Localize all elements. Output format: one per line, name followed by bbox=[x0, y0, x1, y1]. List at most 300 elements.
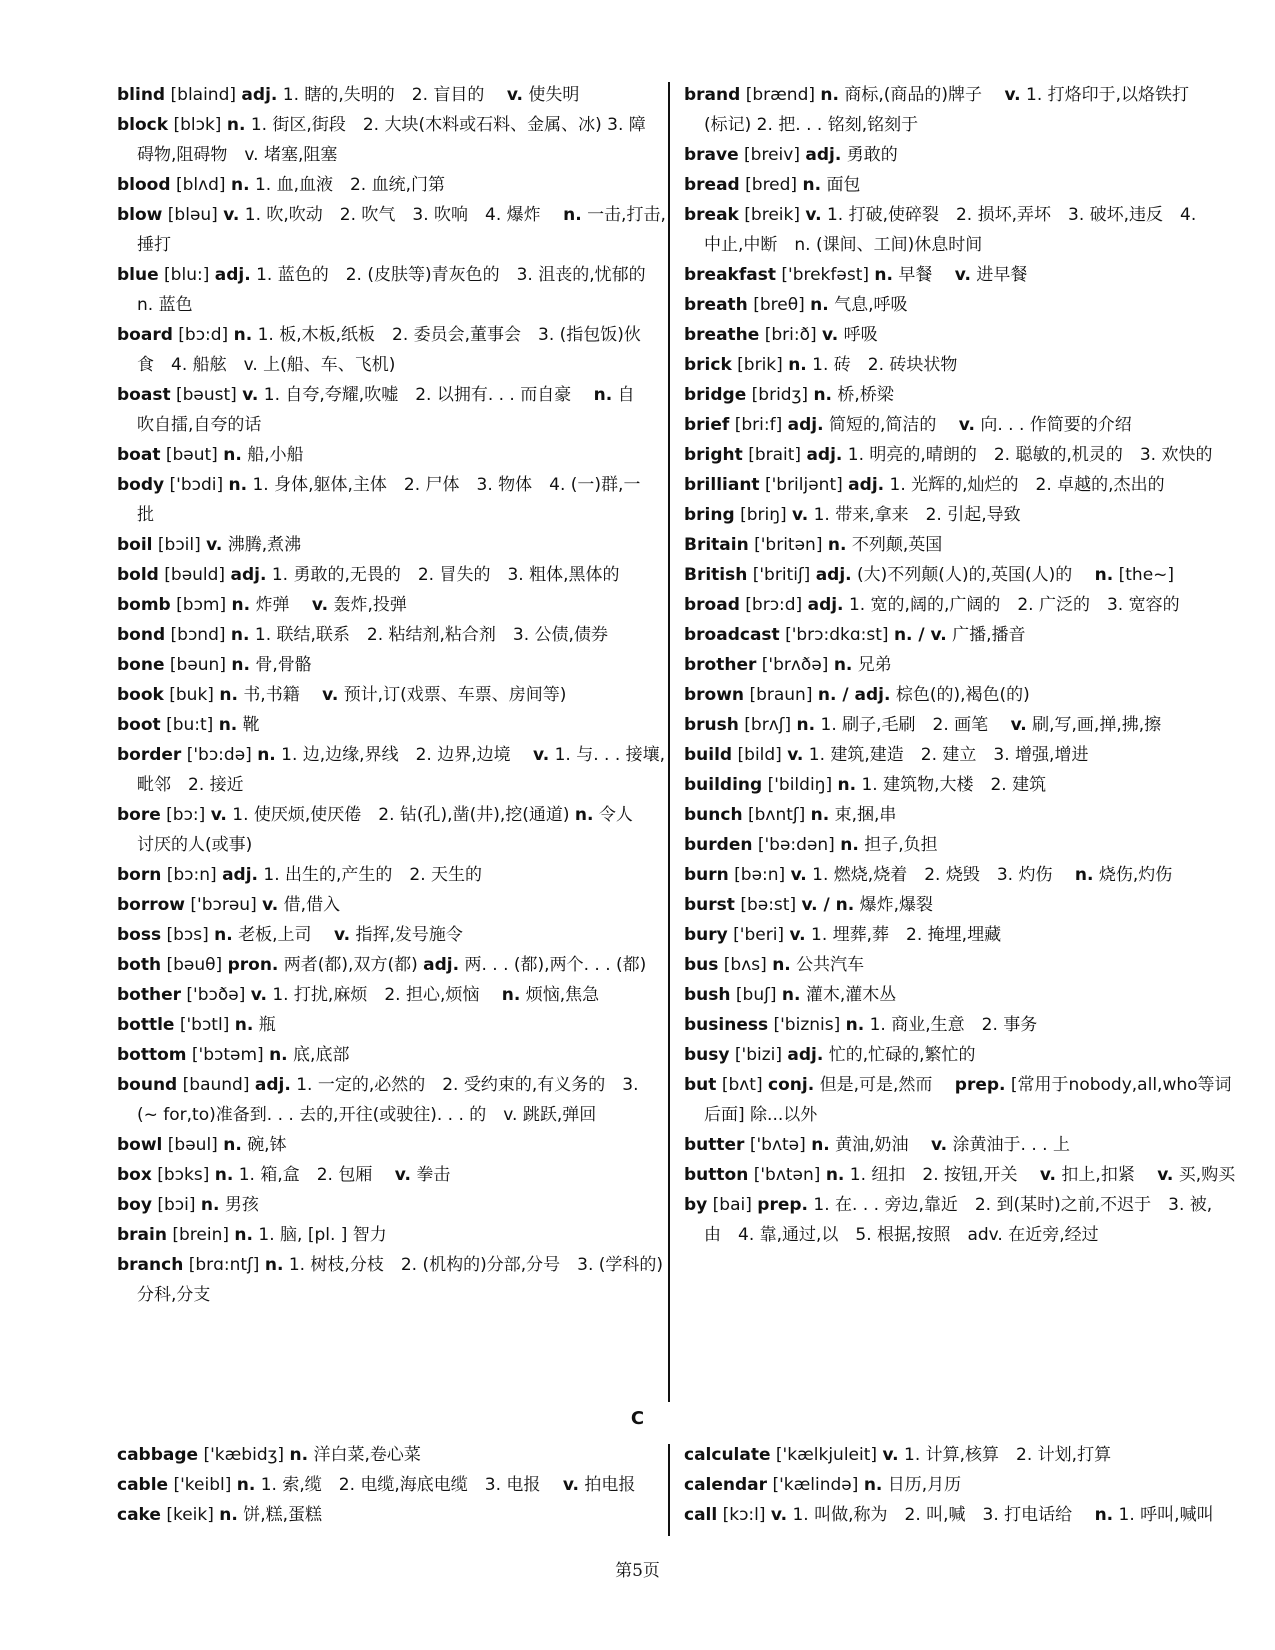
column-divider-top bbox=[668, 82, 670, 1402]
definition-continuation: (~ for,to)准备到. . . 去的,开往(或驶往). . . 的 v. 跳跃,弹回 bbox=[137, 1105, 597, 1125]
headword: bush bbox=[684, 985, 731, 1005]
headword: button bbox=[684, 1165, 749, 1185]
part-of-speech: adj. bbox=[254, 1075, 291, 1095]
definition: 气息,呼吸 bbox=[834, 295, 908, 315]
phonetic: [bɔi] bbox=[157, 1195, 196, 1215]
part-of-speech: n. / adj. bbox=[817, 685, 891, 705]
part-of-speech: adj. bbox=[214, 265, 251, 285]
definition: 1. 出生的,产生的 2. 天生的 bbox=[263, 865, 483, 885]
column-divider-bottom bbox=[668, 1444, 670, 1536]
dictionary-entry bbox=[684, 380, 1244, 410]
part-of-speech: n. bbox=[840, 835, 859, 855]
headword: born bbox=[117, 865, 162, 885]
part-of-speech: v. bbox=[223, 205, 240, 225]
definition: 洋白菜,卷心菜 bbox=[313, 1445, 421, 1465]
dictionary-entry bbox=[117, 710, 657, 740]
phonetic: [bəuθ] bbox=[166, 955, 223, 975]
part-of-speech: v. bbox=[789, 925, 806, 945]
phonetic: ['bɔtl] bbox=[179, 1015, 230, 1035]
headword: burn bbox=[684, 865, 729, 885]
definition: 1. 街区,街段 2. 大块(木料或石料、金属、冰) 3. 障 bbox=[250, 115, 646, 135]
dictionary-entry bbox=[684, 440, 1244, 470]
dictionary-entry bbox=[684, 80, 1244, 140]
definition: 1. 建筑物,大楼 2. 建筑 bbox=[861, 775, 1047, 795]
definition: 1. 燃烧,烧着 2. 烧毁 3. 灼伤 bbox=[812, 865, 1070, 885]
dictionary-entry bbox=[684, 590, 1244, 620]
headword: boat bbox=[117, 445, 161, 465]
definition: [the~] bbox=[1118, 565, 1175, 585]
headword: broad bbox=[684, 595, 740, 615]
definition: 但是,可是,然而 bbox=[819, 1075, 950, 1095]
definition: 船,小船 bbox=[247, 445, 304, 465]
phonetic: [bʌt] bbox=[721, 1075, 763, 1095]
headword: blood bbox=[117, 175, 171, 195]
dictionary-entry bbox=[684, 1500, 1244, 1530]
definition: 1. 商业,生意 2. 事务 bbox=[869, 1015, 1038, 1035]
phonetic: [bri:f] bbox=[734, 415, 783, 435]
definition: 书,书籍 bbox=[243, 685, 317, 705]
dictionary-entry bbox=[117, 1250, 664, 1310]
headword: both bbox=[117, 955, 162, 975]
definition-continuation: 分科,分支 bbox=[137, 1285, 211, 1305]
phonetic: ['bizi] bbox=[734, 1045, 782, 1065]
headword: body bbox=[117, 475, 165, 495]
part-of-speech: adj. bbox=[806, 445, 843, 465]
part-of-speech: v. bbox=[533, 745, 550, 765]
phonetic: [bɔm] bbox=[176, 595, 227, 615]
headword: breath bbox=[684, 295, 748, 315]
dictionary-entry bbox=[684, 740, 1244, 770]
headword: by bbox=[684, 1195, 708, 1215]
headword: bomb bbox=[117, 595, 171, 615]
part-of-speech: v. bbox=[930, 1135, 948, 1155]
definition: 1. 在. . . 旁边,靠近 2. 到(某时)之前,不迟于 3. 被, bbox=[813, 1195, 1213, 1215]
phonetic: [kɔ:l] bbox=[722, 1505, 766, 1525]
phonetic: [breθ] bbox=[753, 295, 805, 315]
part-of-speech: v. bbox=[333, 925, 351, 945]
definition: 1. 宽的,阔的,广阔的 2. 广泛的 3. 宽容的 bbox=[848, 595, 1180, 615]
part-of-speech: n. bbox=[200, 1195, 220, 1215]
definition: 使失明 bbox=[528, 85, 580, 105]
dictionary-entry bbox=[117, 1130, 657, 1160]
definition: 1. 刷子,毛刷 2. 画笔 bbox=[820, 715, 1006, 735]
definition: 1. 一定的,必然的 2. 受约束的,有义务的 3. bbox=[296, 1075, 639, 1095]
phonetic: [brænd] bbox=[745, 85, 816, 105]
dictionary-entry bbox=[684, 320, 1244, 350]
headword: building bbox=[684, 775, 763, 795]
part-of-speech: n. bbox=[827, 535, 847, 555]
dictionary-entry bbox=[684, 410, 1244, 440]
definition: 1. 勇敢的,无畏的 2. 冒失的 3. 粗体,黑体的 bbox=[271, 565, 620, 585]
definition: 1. 瞎的,失明的 2. 盲目的 bbox=[282, 85, 502, 105]
phonetic: [brik] bbox=[737, 355, 783, 375]
phonetic: [bri:ð] bbox=[764, 325, 817, 345]
phonetic: ['kæbidʒ] bbox=[203, 1445, 285, 1465]
headword: build bbox=[684, 745, 733, 765]
headword: broadcast bbox=[684, 625, 780, 645]
dictionary-entry bbox=[117, 80, 657, 110]
definition: 简短的,简洁的 bbox=[828, 415, 954, 435]
definition: 1. 纽扣 2. 按钮,开关 bbox=[849, 1165, 1035, 1185]
dictionary-entry bbox=[117, 860, 657, 890]
definition: 自 bbox=[617, 385, 635, 405]
part-of-speech: v. bbox=[311, 595, 329, 615]
dictionary-entry bbox=[684, 710, 1244, 740]
definition: 进早餐 bbox=[976, 265, 1028, 285]
part-of-speech: n. bbox=[811, 1135, 830, 1155]
phonetic: [blaind] bbox=[170, 85, 237, 105]
definition: 兄弟 bbox=[857, 655, 892, 675]
definition: 1. 吹,吹动 2. 吹气 3. 吹响 4. 爆炸 bbox=[244, 205, 558, 225]
headword: bright bbox=[684, 445, 743, 465]
definition: 呼吸 bbox=[843, 325, 878, 345]
part-of-speech: n. bbox=[230, 175, 250, 195]
part-of-speech: n. bbox=[214, 925, 233, 945]
part-of-speech: n. bbox=[563, 205, 582, 225]
headword: breakfast bbox=[684, 265, 776, 285]
headword: bus bbox=[684, 955, 719, 975]
dictionary-entry bbox=[117, 1440, 657, 1470]
phonetic: [bɔ:n] bbox=[166, 865, 217, 885]
part-of-speech: v. bbox=[787, 745, 804, 765]
dictionary-entry bbox=[684, 620, 1244, 650]
part-of-speech: n. bbox=[289, 1445, 309, 1465]
part-of-speech: v. bbox=[322, 685, 339, 705]
dictionary-entry bbox=[684, 470, 1244, 500]
part-of-speech: v. bbox=[954, 265, 971, 285]
headword: book bbox=[117, 685, 164, 705]
phonetic: [bred] bbox=[745, 175, 798, 195]
phonetic: [buk] bbox=[169, 685, 214, 705]
definition: 拍电报 bbox=[584, 1475, 636, 1495]
c-left-column bbox=[117, 1440, 657, 1530]
definition: 1. 砖 2. 砖块状物 bbox=[812, 355, 958, 375]
phonetic: [bɔ:d] bbox=[178, 325, 229, 345]
headword: bowl bbox=[117, 1135, 163, 1155]
definition: 碗,钵 bbox=[247, 1135, 287, 1155]
part-of-speech: v. / n. bbox=[801, 895, 855, 915]
part-of-speech: conj. bbox=[768, 1075, 815, 1095]
definition: 刷,写,画,掸,拂,擦 bbox=[1032, 715, 1162, 735]
definition: [常用于nobody,all,who等词 bbox=[1010, 1075, 1232, 1095]
phonetic: [bɔnd] bbox=[170, 625, 226, 645]
dictionary-entry bbox=[117, 530, 657, 560]
definition: 轰炸,投弹 bbox=[333, 595, 407, 615]
headword: breathe bbox=[684, 325, 760, 345]
definition: 1. 明亮的,晴朗的 2. 聪敏的,机灵的 3. 欢快的 bbox=[847, 445, 1213, 465]
definition: 1. 打扰,麻烦 2. 担心,烦恼 bbox=[272, 985, 497, 1005]
headword: brick bbox=[684, 355, 732, 375]
phonetic: ['brʌðə] bbox=[761, 655, 829, 675]
section-letter: C bbox=[630, 1408, 645, 1429]
definition: 1. 板,木板,纸板 2. 委员会,董事会 3. (指包饭)伙 bbox=[257, 325, 641, 345]
part-of-speech: prep. bbox=[757, 1195, 808, 1215]
definition: 两者(都),双方(都) bbox=[283, 955, 424, 975]
dictionary-entry bbox=[684, 890, 1244, 920]
part-of-speech: v. bbox=[790, 865, 807, 885]
part-of-speech: n. bbox=[810, 805, 830, 825]
headword: call bbox=[684, 1505, 718, 1525]
phonetic: ['bɔðə] bbox=[186, 985, 246, 1005]
part-of-speech: n. bbox=[820, 85, 839, 105]
phonetic: [bʌs] bbox=[723, 955, 767, 975]
definition-continuation: 毗邻 2. 接近 bbox=[137, 775, 244, 795]
definition: 1. 叫做,称为 2. 叫,喊 3. 打电话给 bbox=[792, 1505, 1090, 1525]
dictionary-entry bbox=[117, 800, 657, 860]
definition-continuation: 中止,中断 n. (课间、工间)休息时间 bbox=[704, 235, 983, 255]
dictionary-entry bbox=[684, 1070, 1244, 1130]
part-of-speech: n. bbox=[230, 625, 250, 645]
part-of-speech: n. bbox=[236, 1475, 256, 1495]
dictionary-entry bbox=[684, 860, 1244, 890]
dictionary-entry bbox=[117, 1040, 657, 1070]
headword: but bbox=[684, 1075, 717, 1095]
headword: brother bbox=[684, 655, 757, 675]
part-of-speech: n. bbox=[1094, 1505, 1114, 1525]
part-of-speech: adj. bbox=[805, 145, 842, 165]
headword: brand bbox=[684, 85, 741, 105]
headword: boast bbox=[117, 385, 171, 405]
dictionary-entry bbox=[117, 1500, 657, 1530]
definition: 老板,上司 bbox=[238, 925, 329, 945]
phonetic: [blʌd] bbox=[175, 175, 226, 195]
headword: bread bbox=[684, 175, 740, 195]
definition: 1. 带来,拿来 2. 引起,导致 bbox=[813, 505, 1021, 525]
part-of-speech: n. bbox=[214, 1165, 234, 1185]
headword: break bbox=[684, 205, 739, 225]
headword: bury bbox=[684, 925, 728, 945]
definition: 棕色(的),褐色(的) bbox=[895, 685, 1030, 705]
dictionary-entry bbox=[684, 200, 1244, 260]
part-of-speech: n. bbox=[813, 385, 833, 405]
phonetic: ['bɔ:də] bbox=[186, 745, 252, 765]
part-of-speech: n. bbox=[837, 775, 857, 795]
part-of-speech: v. bbox=[506, 85, 523, 105]
definition: (大)不列颠(人)的,英国(人)的 bbox=[857, 565, 1090, 585]
definition: 1. 呼叫,喊叫 bbox=[1118, 1505, 1214, 1525]
definition: 早餐 bbox=[898, 265, 950, 285]
definition: 炸弹 bbox=[255, 595, 307, 615]
phonetic: ['beri] bbox=[733, 925, 785, 945]
headword: busy bbox=[684, 1045, 730, 1065]
part-of-speech: adj. bbox=[815, 565, 852, 585]
part-of-speech: n. bbox=[574, 805, 594, 825]
phonetic: [keik] bbox=[166, 1505, 214, 1525]
phonetic: [bəut] bbox=[165, 445, 218, 465]
definition: 买,购买 bbox=[1178, 1165, 1236, 1185]
definition: 日历,月历 bbox=[887, 1475, 962, 1495]
definition: 令人 bbox=[598, 805, 633, 825]
part-of-speech: v. bbox=[958, 415, 975, 435]
dictionary-entry bbox=[684, 560, 1244, 590]
left-column bbox=[117, 80, 666, 1310]
dictionary-entry bbox=[117, 560, 657, 590]
headword: bring bbox=[684, 505, 735, 525]
part-of-speech: n. bbox=[593, 385, 613, 405]
part-of-speech: n. bbox=[223, 1135, 242, 1155]
headword: bone bbox=[117, 655, 165, 675]
definition: 借,借入 bbox=[283, 895, 341, 915]
phonetic: ['bʌtən] bbox=[753, 1165, 821, 1185]
phonetic: ['bildiŋ] bbox=[767, 775, 833, 795]
part-of-speech: n. bbox=[796, 715, 816, 735]
headword: border bbox=[117, 745, 182, 765]
dictionary-entry bbox=[684, 140, 1244, 170]
definition: 1. 计算,核算 2. 计划,打算 bbox=[904, 1445, 1112, 1465]
headword: brown bbox=[684, 685, 745, 705]
dictionary-entry bbox=[684, 950, 1244, 980]
part-of-speech: v. bbox=[805, 205, 822, 225]
part-of-speech: n. bbox=[781, 985, 801, 1005]
part-of-speech: n. bbox=[1074, 865, 1094, 885]
definition: 1. 埋葬,葬 2. 掩埋,埋藏 bbox=[811, 925, 1002, 945]
definition: 1. 与. . . 接壤, bbox=[554, 745, 666, 765]
phonetic: [bɔks] bbox=[157, 1165, 210, 1185]
definition: 1. 建筑,建造 2. 建立 3. 增强,增进 bbox=[808, 745, 1089, 765]
definition: 黄油,奶油 bbox=[835, 1135, 926, 1155]
definition: 男孩 bbox=[224, 1195, 259, 1215]
dictionary-entry bbox=[117, 1190, 657, 1220]
dictionary-entry bbox=[117, 890, 657, 920]
dictionary-entry bbox=[117, 650, 657, 680]
definition: 灌木,灌木丛 bbox=[805, 985, 897, 1005]
phonetic: [bɔ:] bbox=[166, 805, 206, 825]
phonetic: [brʌʃ] bbox=[744, 715, 792, 735]
headword: boot bbox=[117, 715, 161, 735]
definition: 1. 使厌烦,使厌倦 2. 钻(孔),凿(井),挖(通道) bbox=[232, 805, 575, 825]
dictionary-entry bbox=[117, 980, 657, 1010]
definition: 瓶 bbox=[258, 1015, 276, 1035]
definition: 不列颠,英国 bbox=[851, 535, 943, 555]
headword: British bbox=[684, 565, 748, 585]
definition: 1. 血,血液 2. 血统,门第 bbox=[254, 175, 446, 195]
part-of-speech: adj. bbox=[787, 1045, 824, 1065]
definition: 束,捆,串 bbox=[834, 805, 897, 825]
part-of-speech: n. bbox=[501, 985, 521, 1005]
page-number: 第5页 bbox=[615, 1561, 660, 1581]
part-of-speech: v. bbox=[822, 325, 839, 345]
definition-continuation: 吹自擂,自夸的话 bbox=[137, 415, 262, 435]
part-of-speech: n. bbox=[810, 295, 829, 315]
headword: cabbage bbox=[117, 1445, 199, 1465]
phonetic: [braun] bbox=[749, 685, 813, 705]
headword: calendar bbox=[684, 1475, 768, 1495]
dictionary-entry bbox=[684, 1040, 1244, 1070]
definition-continuation: 由 4. 靠,通过,以 5. 根据,按照 adv. 在近旁,经过 bbox=[704, 1225, 1099, 1245]
part-of-speech: n. bbox=[264, 1255, 284, 1275]
dictionary-entry bbox=[684, 650, 1244, 680]
part-of-speech: v. bbox=[792, 505, 809, 525]
definition: 扣上,扣紧 bbox=[1061, 1165, 1152, 1185]
headword: block bbox=[117, 115, 169, 135]
headword: borrow bbox=[117, 895, 185, 915]
dictionary-entry bbox=[684, 680, 1244, 710]
phonetic: ['kælkjuleit] bbox=[775, 1445, 878, 1465]
headword: Britain bbox=[684, 535, 749, 555]
part-of-speech: adj. bbox=[222, 865, 258, 885]
definition: 烧伤,灼伤 bbox=[1098, 865, 1173, 885]
definition: 1. 边,边缘,界线 2. 边界,边境 bbox=[281, 745, 528, 765]
headword: boy bbox=[117, 1195, 152, 1215]
dictionary-entry bbox=[117, 680, 657, 710]
phonetic: [bʌntʃ] bbox=[747, 805, 806, 825]
definition: 涂黄油于. . . 上 bbox=[952, 1135, 1070, 1155]
part-of-speech: n. bbox=[788, 355, 807, 375]
definition: 靴 bbox=[242, 715, 260, 735]
phonetic: ['bə:dən] bbox=[757, 835, 835, 855]
dictionary-entry bbox=[684, 350, 1244, 380]
dictionary-entry bbox=[117, 440, 657, 470]
phonetic: [bə:st] bbox=[740, 895, 797, 915]
phonetic: ['briljənt] bbox=[764, 475, 843, 495]
headword: cable bbox=[117, 1475, 169, 1495]
phonetic: [brɑ:ntʃ] bbox=[188, 1255, 260, 1275]
definition: 爆炸,爆裂 bbox=[859, 895, 934, 915]
dictionary-entry bbox=[684, 1010, 1244, 1040]
definition-continuation: 批 bbox=[137, 505, 154, 525]
definition: 两. . . (都),两个. . . (都) bbox=[464, 955, 647, 975]
c-right-column bbox=[684, 1440, 1244, 1530]
part-of-speech: adj. bbox=[230, 565, 267, 585]
phonetic: ['biznis] bbox=[773, 1015, 841, 1035]
definition: 1. 身体,躯体,主体 2. 尸体 3. 物体 4. (一)群,一 bbox=[252, 475, 641, 495]
part-of-speech: n. bbox=[772, 955, 791, 975]
phonetic: [brein] bbox=[172, 1225, 230, 1245]
phonetic: [bləu] bbox=[167, 205, 218, 225]
dictionary-entry bbox=[117, 920, 657, 950]
headword: brave bbox=[684, 145, 739, 165]
definition: 向. . . 作简要的介绍 bbox=[980, 415, 1132, 435]
part-of-speech: adj. bbox=[807, 595, 844, 615]
phonetic: [bu:t] bbox=[166, 715, 214, 735]
dictionary-entry bbox=[684, 1440, 1244, 1470]
headword: bottle bbox=[117, 1015, 175, 1035]
definition-continuation: (标记) 2. 把. . . 铭刻,铭刻于 bbox=[704, 115, 919, 135]
headword: bother bbox=[117, 985, 181, 1005]
dictionary-entry bbox=[684, 920, 1244, 950]
phonetic: [briŋ] bbox=[740, 505, 787, 525]
definition: 指挥,发号施令 bbox=[355, 925, 463, 945]
part-of-speech: v. bbox=[1039, 1165, 1057, 1185]
phonetic: [bɔs] bbox=[166, 925, 209, 945]
headword: bridge bbox=[684, 385, 747, 405]
headword: butter bbox=[684, 1135, 745, 1155]
headword: boil bbox=[117, 535, 153, 555]
definition: 勇敢的 bbox=[846, 145, 898, 165]
dictionary-entry bbox=[117, 620, 657, 650]
phonetic: [bridʒ] bbox=[751, 385, 809, 405]
definition: 1. 打破,使碎裂 2. 损坏,弄坏 3. 破坏,违反 4. bbox=[826, 205, 1197, 225]
part-of-speech: n. bbox=[833, 655, 853, 675]
dictionary-entry bbox=[117, 1220, 657, 1250]
phonetic: ['britən] bbox=[754, 535, 823, 555]
headword: bold bbox=[117, 565, 159, 585]
dictionary-entry bbox=[684, 1160, 1244, 1190]
dictionary-entry bbox=[684, 800, 1244, 830]
part-of-speech: n. bbox=[802, 175, 822, 195]
part-of-speech: n. bbox=[233, 325, 253, 345]
dictionary-entry bbox=[117, 320, 657, 380]
dictionary-entry bbox=[117, 1160, 657, 1190]
dictionary-entry bbox=[684, 770, 1244, 800]
definition: 沸腾,煮沸 bbox=[227, 535, 302, 555]
dictionary-entry bbox=[117, 590, 657, 620]
dictionary-entry bbox=[684, 290, 1244, 320]
dictionary-entry bbox=[684, 170, 1244, 200]
headword: burst bbox=[684, 895, 735, 915]
right-column bbox=[684, 80, 1244, 1250]
phonetic: ['bɔtəm] bbox=[191, 1045, 264, 1065]
